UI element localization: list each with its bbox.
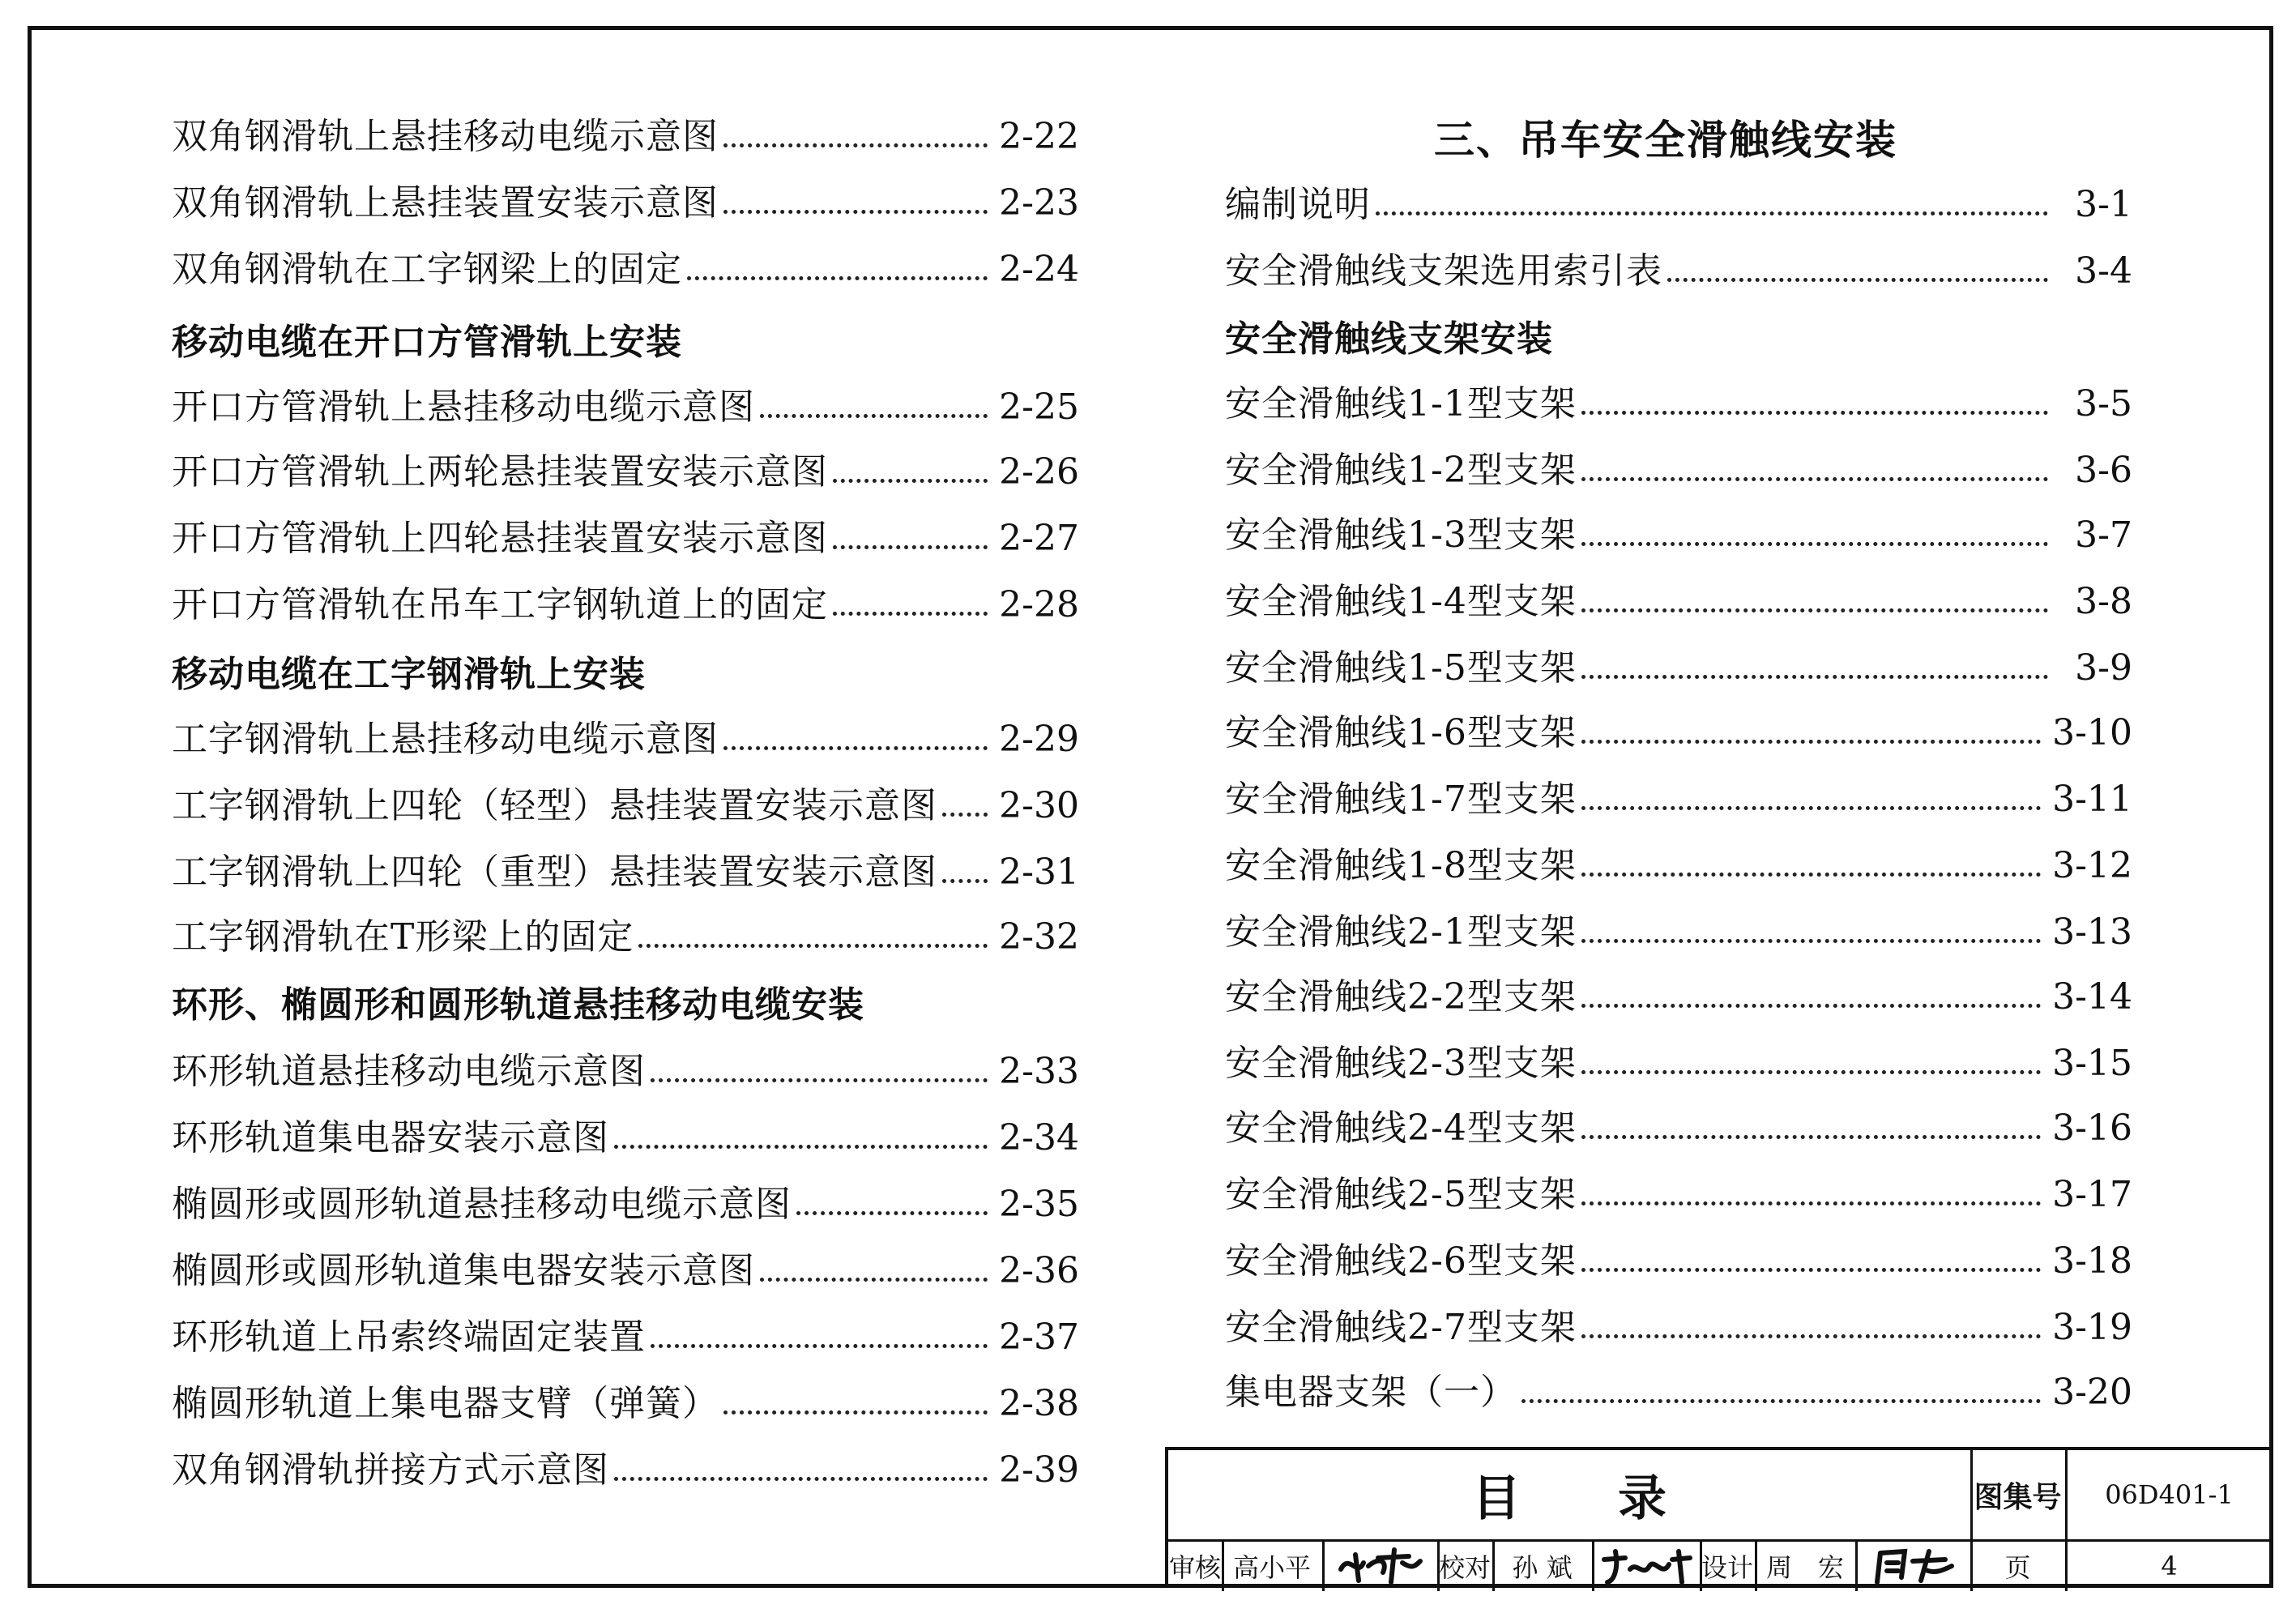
toc-entry-label: 开口方管滑轨上两轮悬挂装置安装示意图 bbox=[172, 451, 828, 493]
toc-entry-page: 3-17 bbox=[2052, 1174, 2132, 1215]
dot-leader bbox=[833, 545, 988, 549]
toc-entry-label: 移动电缆在开口方管滑轨上安装 bbox=[172, 322, 682, 363]
dot-leader bbox=[796, 1211, 988, 1215]
toc-entry bbox=[1225, 1366, 2132, 1419]
toc-entry bbox=[1225, 642, 2132, 695]
dot-leader bbox=[1581, 608, 2048, 612]
toc-entry-label: 开口方管滑轨上悬挂移动电缆示意图 bbox=[172, 386, 755, 428]
toc-entry bbox=[172, 243, 1079, 297]
dot-leader bbox=[1581, 1135, 2041, 1139]
dot-leader bbox=[1667, 278, 2048, 282]
toc-entry bbox=[1225, 378, 2132, 431]
title-block bbox=[1165, 1447, 2273, 1588]
toc-entry bbox=[1225, 1168, 2132, 1222]
toc-entry-page: 2-32 bbox=[999, 916, 1079, 958]
checker-signature bbox=[1592, 1541, 1700, 1591]
design-label: 设计 bbox=[1701, 1552, 1753, 1583]
check-label: 校对 bbox=[1438, 1552, 1491, 1583]
toc-entry bbox=[1225, 245, 2132, 298]
toc-entry-label: 开口方管滑轨上四轮悬挂装置安装示意图 bbox=[172, 518, 828, 559]
toc-entry-label: 椭圆形轨道上集电器支臂（弹簧） bbox=[172, 1383, 719, 1424]
toc-heading bbox=[172, 979, 1079, 1032]
designer-signature bbox=[1855, 1541, 1970, 1591]
toc-entry-page: 3-15 bbox=[2052, 1043, 2132, 1084]
toc-entry bbox=[1225, 971, 2132, 1024]
toc-entry bbox=[172, 713, 1079, 766]
toc-entry-page: 3-4 bbox=[2075, 250, 2132, 292]
toc-entry-page: 2-30 bbox=[999, 785, 1079, 826]
dot-leader bbox=[1581, 542, 2048, 546]
toc-entry-page: 2-31 bbox=[999, 851, 1079, 893]
page-label: 页 bbox=[2004, 1552, 2031, 1583]
toc-entry-label: 安全滑触线1-7型支架 bbox=[1225, 779, 1577, 820]
toc-entry-label: 安全滑触线2-2型支架 bbox=[1225, 976, 1577, 1018]
toc-entry-label: 安全滑触线1-6型支架 bbox=[1225, 712, 1577, 753]
toc-entry-page: 3-7 bbox=[2075, 514, 2132, 556]
toc-entry bbox=[1225, 1301, 2132, 1355]
dot-leader bbox=[614, 1145, 988, 1149]
dot-leader bbox=[1581, 411, 2048, 415]
dot-leader bbox=[1581, 1201, 2041, 1205]
review-label: 审核 bbox=[1168, 1552, 1221, 1583]
toc-entry bbox=[172, 1311, 1079, 1364]
doc-title: 目 录 bbox=[1472, 1470, 1667, 1527]
toc-entry bbox=[1225, 1037, 2132, 1090]
toc-entry-page: 2-29 bbox=[999, 719, 1079, 760]
toc-entry-page: 2-38 bbox=[999, 1383, 1079, 1424]
dot-leader bbox=[760, 414, 988, 418]
toc-entry-label: 安全滑触线1-1型支架 bbox=[1225, 383, 1577, 425]
dot-leader bbox=[1581, 740, 2041, 744]
toc-entry-label: 安全滑触线支架选用索引表 bbox=[1225, 250, 1662, 292]
toc-entry-page: 2-34 bbox=[999, 1117, 1079, 1159]
section-title: 三、吊车安全滑触线安装 bbox=[1434, 117, 1897, 164]
dot-leader bbox=[1376, 211, 2048, 215]
toc-entry-page: 2-24 bbox=[999, 249, 1079, 290]
toc-entry-label: 移动电缆在工字钢滑轨上安装 bbox=[172, 654, 646, 695]
toc-entry bbox=[1225, 1235, 2132, 1288]
dot-leader bbox=[1521, 1399, 2041, 1403]
dot-leader bbox=[687, 276, 988, 280]
toc-entry-label: 环形轨道上吊索终端固定装置 bbox=[172, 1316, 646, 1358]
toc-entry-page: 3-5 bbox=[2075, 383, 2132, 425]
dot-leader bbox=[1581, 477, 2048, 481]
toc-entry-label: 双角钢滑轨上悬挂移动电缆示意图 bbox=[172, 116, 719, 157]
toc-entry-page: 3-18 bbox=[2052, 1240, 2132, 1282]
toc-entry bbox=[1225, 444, 2132, 497]
toc-entry-page: 3-6 bbox=[2075, 450, 2132, 491]
toc-entry-label: 工字钢滑轨上悬挂移动电缆示意图 bbox=[172, 719, 719, 760]
toc-entry-label: 工字钢滑轨上四轮（轻型）悬挂装置安装示意图 bbox=[172, 785, 937, 826]
toc-entry bbox=[172, 1112, 1079, 1165]
toc-entry-label: 编制说明 bbox=[1225, 184, 1371, 225]
toc-entry-page: 3-12 bbox=[2052, 845, 2132, 886]
toc-entry bbox=[172, 846, 1079, 899]
toc-entry-page: 3-20 bbox=[2052, 1372, 2132, 1413]
toc-entry-label: 环形轨道集电器安装示意图 bbox=[172, 1117, 609, 1159]
toc-entry-page: 2-39 bbox=[999, 1449, 1079, 1491]
reviewer-signature bbox=[1322, 1541, 1437, 1591]
toc-entry bbox=[172, 1045, 1079, 1099]
toc-entry-label: 安全滑触线2-6型支架 bbox=[1225, 1240, 1577, 1282]
dot-leader bbox=[942, 813, 988, 817]
dot-leader bbox=[723, 210, 988, 214]
toc-entry-label: 环形轨道悬挂移动电缆示意图 bbox=[172, 1051, 646, 1092]
dot-leader bbox=[1581, 1334, 2041, 1338]
toc-entry-page: 2-22 bbox=[999, 116, 1079, 157]
dot-leader bbox=[723, 1410, 988, 1415]
toc-entry-label: 椭圆形或圆形轨道集电器安装示意图 bbox=[172, 1250, 755, 1291]
toc-entry-page: 3-1 bbox=[2075, 184, 2132, 225]
toc-entry-label: 开口方管滑轨在吊车工字钢轨道上的固定 bbox=[172, 584, 828, 625]
toc-entry-label: 双角钢滑轨在工字钢梁上的固定 bbox=[172, 249, 682, 290]
toc-entry-page: 2-27 bbox=[999, 518, 1079, 559]
toc-entry-label: 工字钢滑轨上四轮（重型）悬挂装置安装示意图 bbox=[172, 851, 937, 893]
toc-entry bbox=[172, 110, 1079, 164]
toc-entry-page: 3-10 bbox=[2052, 712, 2132, 753]
toc-entry bbox=[1225, 575, 2132, 629]
toc-entry-page: 3-8 bbox=[2075, 581, 2132, 622]
toc-entry bbox=[1225, 706, 2132, 760]
toc-entry-label: 安全滑触线1-2型支架 bbox=[1225, 450, 1577, 491]
toc-entry bbox=[1225, 773, 2132, 826]
toc-entry bbox=[172, 381, 1079, 434]
toc-entry bbox=[172, 446, 1079, 499]
toc-entry-label: 安全滑触线1-8型支架 bbox=[1225, 845, 1577, 886]
toc-entry bbox=[172, 177, 1079, 230]
dot-leader bbox=[1581, 1004, 2041, 1008]
toc-entry-label: 安全滑触线2-3型支架 bbox=[1225, 1043, 1577, 1084]
dot-leader bbox=[651, 1078, 988, 1082]
toc-heading bbox=[172, 648, 1079, 702]
toc-entry-page: 3-13 bbox=[2052, 911, 2132, 953]
toc-entry bbox=[1225, 1102, 2132, 1155]
toc-entry bbox=[172, 1178, 1079, 1231]
toc-entry bbox=[1225, 839, 2132, 893]
toc-entry-page: 3-9 bbox=[2075, 647, 2132, 689]
toc-entry-page: 2-23 bbox=[999, 182, 1079, 224]
toc-entry bbox=[172, 512, 1079, 565]
dot-leader bbox=[833, 612, 988, 616]
toc-entry-label: 工字钢滑轨在T形梁上的固定 bbox=[172, 916, 634, 958]
toc-entry-page: 3-14 bbox=[2052, 976, 2132, 1018]
page-number: 4 bbox=[2161, 1551, 2178, 1581]
toc-entry-label: 安全滑触线1-4型支架 bbox=[1225, 581, 1577, 622]
toc-entry-page: 3-16 bbox=[2052, 1107, 2132, 1149]
toc-entry bbox=[172, 578, 1079, 632]
atlas-label: 图集号 bbox=[1974, 1480, 2062, 1514]
dot-leader bbox=[1581, 806, 2041, 810]
toc-entry-label: 安全滑触线2-4型支架 bbox=[1225, 1107, 1577, 1149]
dot-leader bbox=[1581, 1070, 2041, 1074]
toc-entry bbox=[172, 779, 1079, 833]
toc-entry-page: 2-36 bbox=[999, 1250, 1079, 1291]
toc-entry-label: 双角钢滑轨上悬挂装置安装示意图 bbox=[172, 182, 719, 224]
dot-leader bbox=[942, 879, 988, 883]
toc-entry-label: 安全滑触线2-1型支架 bbox=[1225, 911, 1577, 953]
toc-entry bbox=[1225, 906, 2132, 959]
toc-entry bbox=[172, 1444, 1079, 1497]
toc-entry-label: 双角钢滑轨拼接方式示意图 bbox=[172, 1449, 609, 1491]
dot-leader bbox=[1581, 873, 2041, 877]
dot-leader bbox=[760, 1278, 988, 1282]
atlas-number: 06D401-1 bbox=[2105, 1479, 2234, 1510]
dot-leader bbox=[723, 143, 988, 147]
toc-entry-page: 3-19 bbox=[2052, 1307, 2132, 1348]
dot-leader bbox=[1581, 675, 2048, 679]
designer-name: 周 宏 bbox=[1765, 1552, 1844, 1583]
toc-entry-page: 2-35 bbox=[999, 1184, 1079, 1225]
toc-entry-label: 环形、椭圆形和圆形轨道悬挂移动电缆安装 bbox=[172, 984, 864, 1026]
dot-leader bbox=[833, 479, 988, 483]
toc-entry-page: 2-28 bbox=[999, 584, 1079, 625]
toc-entry-page: 2-33 bbox=[999, 1051, 1079, 1092]
toc-entry bbox=[172, 911, 1079, 964]
toc-entry-label: 安全滑触线1-5型支架 bbox=[1225, 647, 1577, 689]
toc-entry bbox=[172, 1244, 1079, 1298]
toc-entry-page: 3-11 bbox=[2052, 779, 2132, 820]
reviewer-name: 高小平 bbox=[1232, 1552, 1311, 1583]
toc-entry-label: 安全滑触线2-5型支架 bbox=[1225, 1174, 1577, 1215]
dot-leader bbox=[1581, 939, 2041, 943]
toc-entry-label: 安全滑触线2-7型支架 bbox=[1225, 1307, 1577, 1348]
dot-leader bbox=[723, 746, 988, 750]
checker-name: 孙 斌 bbox=[1512, 1552, 1573, 1583]
toc-entry-label: 安全滑触线支架安装 bbox=[1225, 318, 1553, 360]
dot-leader bbox=[1581, 1268, 2041, 1272]
toc-entry-page: 2-26 bbox=[999, 451, 1079, 493]
dot-leader bbox=[638, 944, 988, 948]
toc-heading bbox=[1225, 313, 2132, 366]
toc-entry-page: 2-25 bbox=[999, 386, 1079, 428]
dot-leader bbox=[651, 1344, 988, 1348]
toc-entry-label: 安全滑触线1-3型支架 bbox=[1225, 514, 1577, 556]
dot-leader bbox=[614, 1477, 988, 1481]
toc-entry-label: 集电器支架（一） bbox=[1225, 1372, 1517, 1413]
toc-entry bbox=[1225, 509, 2132, 562]
toc-heading bbox=[172, 316, 1079, 369]
toc-entry bbox=[172, 1377, 1079, 1431]
toc-entry-label: 椭圆形或圆形轨道悬挂移动电缆示意图 bbox=[172, 1184, 792, 1225]
toc-entry-page: 2-37 bbox=[999, 1316, 1079, 1358]
toc-entry bbox=[1225, 178, 2132, 232]
